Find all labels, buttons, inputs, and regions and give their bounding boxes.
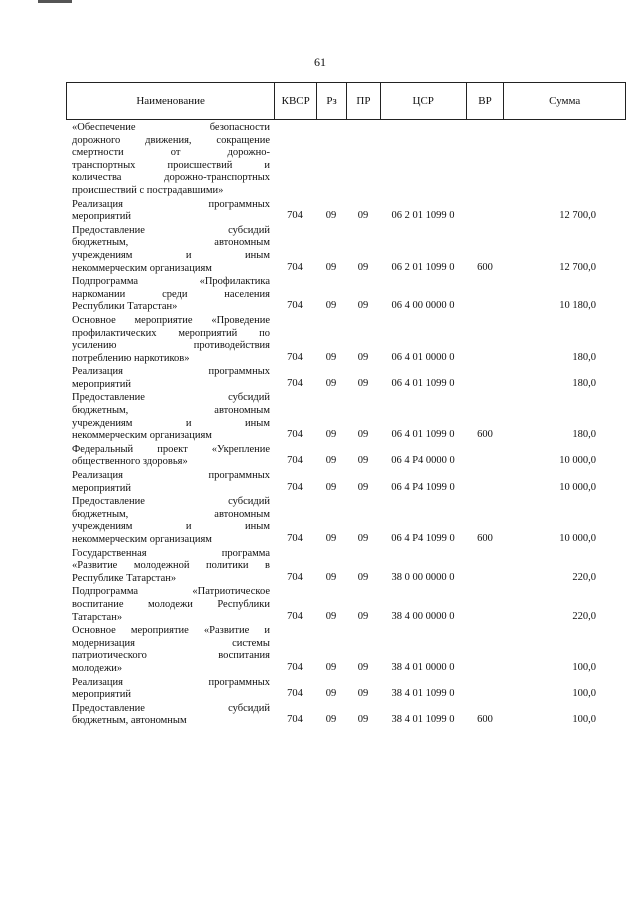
cell-rz: 09 xyxy=(325,300,337,312)
cell-kvsr: 704 xyxy=(287,661,303,673)
header-pr: ПР xyxy=(346,83,380,119)
cell-vr xyxy=(466,468,504,469)
cell-pr xyxy=(346,197,380,198)
table-row xyxy=(66,702,626,728)
cell-rz: 09 xyxy=(325,714,337,726)
table-row xyxy=(66,676,626,702)
table-header xyxy=(66,82,626,120)
table-row xyxy=(66,314,626,365)
cell-pr: 09 xyxy=(357,481,369,493)
cell-kvsr: 704 xyxy=(287,610,303,622)
row-name xyxy=(66,391,274,442)
header-sum: Сумма xyxy=(503,83,625,119)
cell-pr: 09 xyxy=(357,661,369,673)
cell-vr: 600 xyxy=(477,533,493,544)
cell-sum: 100,0 xyxy=(572,661,596,673)
cell-pr: 09 xyxy=(357,429,369,441)
cell-vr xyxy=(466,390,504,391)
cell-rz: 09 xyxy=(325,377,337,389)
row-name-line: Предоставление субсидий xyxy=(72,702,270,714)
cell-kvsr: 704 xyxy=(287,571,303,583)
row-name xyxy=(66,275,274,314)
table-body xyxy=(66,120,626,728)
table-row xyxy=(66,585,626,624)
cell-pr: 09 xyxy=(357,571,369,583)
cell-pr: 09 xyxy=(357,610,369,622)
row-name xyxy=(66,314,274,365)
row-name-line: профилактических мероприятий по xyxy=(72,327,270,339)
cell-vr xyxy=(466,364,504,365)
cell-csr: 06 4 P4 1099 0 xyxy=(391,481,455,493)
table-row xyxy=(66,121,626,198)
row-name-line: усилению противодействия xyxy=(72,340,270,352)
table-row xyxy=(66,443,626,469)
cell-csr: 06 4 01 1099 0 xyxy=(391,377,455,389)
header-kvsr: КВСР xyxy=(274,83,316,119)
scan-artifact-line xyxy=(38,0,72,3)
cell-pr: 09 xyxy=(357,455,369,467)
cell-rz: 09 xyxy=(325,533,337,544)
cell-pr: 09 xyxy=(357,688,369,700)
row-name-line: патриотического воспитания xyxy=(72,650,270,662)
cell-vr: 600 xyxy=(477,261,493,273)
cell-sum: 100,0 xyxy=(572,688,596,700)
cell-kvsr xyxy=(274,197,316,198)
cell-csr: 38 4 00 0000 0 xyxy=(391,610,455,622)
cell-csr: 06 4 P4 1099 0 xyxy=(391,533,455,544)
row-name-line: Основное мероприятие «Развитие и xyxy=(72,625,270,637)
cell-kvsr: 704 xyxy=(287,533,303,544)
row-name-line: Татарстан» xyxy=(72,611,123,623)
row-name-line: Подпрограмма «Патриотическое xyxy=(72,586,270,598)
cell-pr: 09 xyxy=(357,533,369,544)
cell-sum: 220,0 xyxy=(572,610,596,622)
row-name xyxy=(66,495,274,546)
cell-csr: 38 4 01 1099 0 xyxy=(391,688,455,700)
cell-kvsr: 704 xyxy=(287,714,303,726)
row-name xyxy=(66,443,274,469)
row-name-line: Предоставление субсидий xyxy=(72,392,270,404)
cell-csr: 06 4 P4 0000 0 xyxy=(391,455,455,467)
cell-vr xyxy=(466,584,504,585)
cell-vr xyxy=(466,223,504,224)
cell-pr: 09 xyxy=(357,210,369,222)
row-name-line: некоммерческим организациям xyxy=(72,262,212,274)
cell-rz: 09 xyxy=(325,571,337,583)
row-name-line: Реализация программных xyxy=(72,676,270,688)
cell-kvsr: 704 xyxy=(287,300,303,312)
row-name-line: потреблению наркотиков» xyxy=(72,352,190,364)
cell-vr: 600 xyxy=(477,714,493,726)
cell-csr: 38 0 00 0000 0 xyxy=(391,571,455,583)
row-name xyxy=(66,198,274,224)
header-csr: ЦСР xyxy=(380,83,466,119)
row-name-line: наркомании среди населения xyxy=(72,288,270,300)
row-name-line: учреждениям и иным xyxy=(72,417,270,429)
row-name-line: происшествий с пострадавшими» xyxy=(72,184,224,196)
table-row xyxy=(66,547,626,586)
row-name-line: воспитание молодежи Республики xyxy=(72,598,270,610)
row-name-line: транспортных происшествий и xyxy=(72,159,270,171)
header-name: Наименование xyxy=(136,95,205,107)
row-name-line: мероприятий xyxy=(72,211,131,223)
cell-sum: 100,0 xyxy=(572,714,596,726)
row-name-line: некоммерческим организациям xyxy=(72,534,212,545)
cell-sum: 12 700,0 xyxy=(559,261,596,273)
cell-vr xyxy=(466,701,504,702)
cell-rz: 09 xyxy=(325,429,337,441)
cell-kvsr: 704 xyxy=(287,481,303,493)
cell-rz: 09 xyxy=(325,261,337,273)
row-name xyxy=(66,624,274,675)
cell-sum: 180,0 xyxy=(572,429,596,441)
row-name-line: учреждениям и иным xyxy=(72,249,270,261)
row-name-line: «Развитие молодежной политики в xyxy=(72,560,270,572)
cell-sum: 10 000,0 xyxy=(559,481,596,493)
row-name-line: Реализация программных xyxy=(72,366,270,378)
row-name-line: модернизация системы xyxy=(72,637,270,649)
row-name-line: Республики Татарстан» xyxy=(72,301,178,313)
cell-pr: 09 xyxy=(357,300,369,312)
row-name-line: молодежи» xyxy=(72,662,123,674)
cell-sum xyxy=(504,197,626,198)
cell-sum: 10 180,0 xyxy=(559,300,596,312)
page-number: 61 xyxy=(314,55,326,69)
row-name xyxy=(66,702,274,728)
row-name-line: смертности от дорожно- xyxy=(72,147,270,159)
header-rz: Рз xyxy=(316,83,346,119)
row-name xyxy=(66,469,274,495)
cell-csr: 38 4 01 0000 0 xyxy=(391,661,455,673)
cell-rz: 09 xyxy=(325,351,337,363)
cell-pr: 09 xyxy=(357,351,369,363)
cell-sum: 10 000,0 xyxy=(559,455,596,467)
row-name-line: мероприятий xyxy=(72,378,131,390)
budget-table xyxy=(66,82,626,728)
cell-vr xyxy=(466,313,504,314)
row-name-line: «Обеспечение безопасности xyxy=(72,122,270,133)
row-name-line: бюджетным, автономным xyxy=(72,715,187,727)
cell-rz: 09 xyxy=(325,210,337,222)
row-name-line: Подпрограмма «Профилактика xyxy=(72,276,270,288)
row-name xyxy=(66,585,274,624)
table-row xyxy=(66,224,626,275)
cell-kvsr: 704 xyxy=(287,429,303,441)
cell-rz: 09 xyxy=(325,455,337,467)
cell-rz: 09 xyxy=(325,610,337,622)
row-name-line: бюджетным, автономным xyxy=(72,237,270,249)
cell-vr xyxy=(466,197,504,198)
row-name-line: Государственная программа xyxy=(72,547,270,559)
row-name-line: Основное мероприятие «Проведение xyxy=(72,314,270,326)
row-name xyxy=(66,547,274,586)
row-name-line: количества дорожно-транспортных xyxy=(72,172,270,184)
row-name-line: бюджетным, автономным xyxy=(72,508,270,520)
header-vr: ВР xyxy=(466,83,504,119)
cell-rz: 09 xyxy=(325,688,337,700)
cell-kvsr: 704 xyxy=(287,210,303,222)
cell-csr: 06 2 01 1099 0 xyxy=(391,261,455,273)
cell-vr xyxy=(466,494,504,495)
row-name xyxy=(66,365,274,391)
row-name-line: учреждениям и иным xyxy=(72,521,270,533)
cell-pr: 09 xyxy=(357,714,369,726)
table-row xyxy=(66,495,626,546)
cell-sum: 220,0 xyxy=(572,571,596,583)
table-row xyxy=(66,391,626,442)
row-name-line: бюджетным, автономным xyxy=(72,405,270,417)
row-name-line: Федеральный проект «Укрепление xyxy=(72,443,270,455)
row-name-line: общественного здоровья» xyxy=(72,456,188,468)
row-name xyxy=(66,224,274,275)
cell-pr: 09 xyxy=(357,261,369,273)
cell-kvsr: 704 xyxy=(287,261,303,273)
table-row xyxy=(66,275,626,314)
cell-rz: 09 xyxy=(325,481,337,493)
table-row xyxy=(66,198,626,224)
table-row xyxy=(66,469,626,495)
cell-sum: 12 700,0 xyxy=(559,210,596,222)
cell-vr xyxy=(466,675,504,676)
cell-sum: 10 000,0 xyxy=(559,533,596,544)
cell-csr: 06 4 01 0000 0 xyxy=(391,351,455,363)
cell-kvsr: 704 xyxy=(287,377,303,389)
table-row xyxy=(66,365,626,391)
row-name-line: дорожного движения, сокращение xyxy=(72,134,270,146)
row-name-line: мероприятий xyxy=(72,482,131,494)
row-name-line: Реализация программных xyxy=(72,198,270,210)
row-name-line: некоммерческим организациям xyxy=(72,430,212,442)
table-row xyxy=(66,624,626,675)
row-name-line: Предоставление субсидий xyxy=(72,496,270,508)
row-name xyxy=(66,676,274,702)
cell-csr: 38 4 01 1099 0 xyxy=(391,714,455,726)
cell-csr: 06 2 01 1099 0 xyxy=(391,210,455,222)
row-name-line: мероприятий xyxy=(72,689,131,701)
cell-csr: 06 4 00 0000 0 xyxy=(391,300,455,312)
row-name-line: Предоставление субсидий xyxy=(72,224,270,236)
cell-vr: 600 xyxy=(477,429,493,441)
cell-kvsr: 704 xyxy=(287,351,303,363)
row-name xyxy=(66,121,274,198)
cell-vr xyxy=(466,623,504,624)
cell-kvsr: 704 xyxy=(287,455,303,467)
row-name-line: Реализация программных xyxy=(72,470,270,482)
cell-kvsr: 704 xyxy=(287,688,303,700)
cell-pr: 09 xyxy=(357,377,369,389)
cell-sum: 180,0 xyxy=(572,351,596,363)
cell-csr xyxy=(380,197,466,198)
row-name-line: Республике Татарстан» xyxy=(72,572,177,584)
cell-rz xyxy=(316,197,346,198)
cell-rz: 09 xyxy=(325,661,337,673)
cell-sum: 180,0 xyxy=(572,377,596,389)
cell-csr: 06 4 01 1099 0 xyxy=(391,429,455,441)
